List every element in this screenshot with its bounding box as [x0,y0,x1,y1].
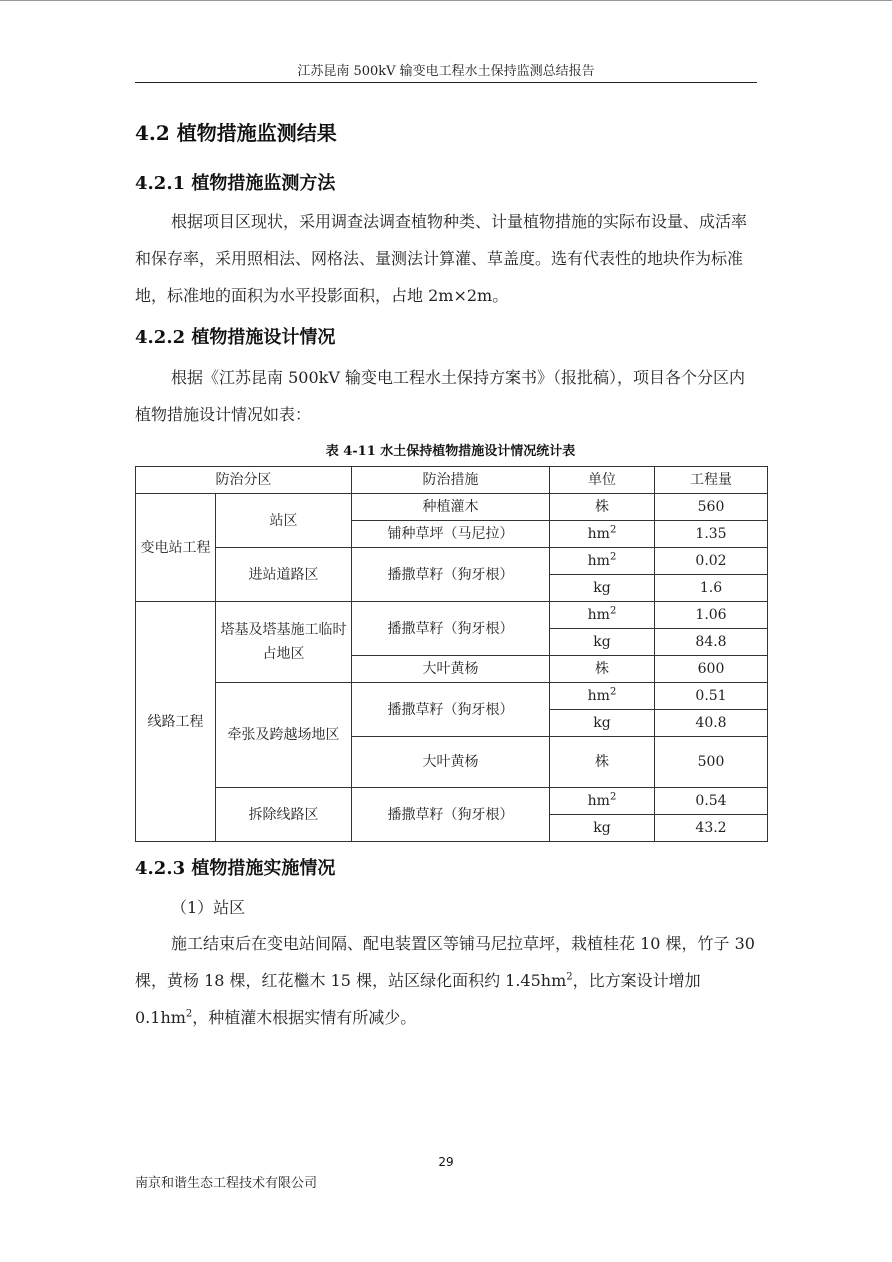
unit-cell: kg [550,575,655,602]
paragraph-design-intro: 根据《江苏昆南 500kV 输变电工程水土保持方案书》（报批稿），项目各个分区内植物措施设计情况如表： [135,368,745,424]
unit-cell: $hm^2$ [550,683,655,710]
header-unit: 单位 [550,467,655,494]
quantity-cell: 600 [655,656,768,683]
header-divider [135,82,757,83]
section-heading-4-2: 4.2 植物措施监测结果 [135,121,337,145]
table-header-row [136,467,768,494]
paragraph-implementation: 施工结束后在变电站间隔、配电装置区等铺马尼拉草坪，栽植桂花 10 棵，竹子 30 棵，黄杨 18 棵，红花檵木 15 棵，站区绿化面积约 $1.45hm^2$，比方案设计增加 $0.1hm^2$，种植灌木根据实情有所减少。 [135,934,755,1027]
subzone-station: 站区 [216,494,352,548]
header-zone: 防治分区 [136,467,352,494]
subzone-tower: 塔基及塔基施工临时占地区 [216,602,352,683]
measure-cell: 播撒草籽（狗牙根） [352,602,550,656]
plant-measures-table [135,466,768,842]
page-top-border [0,0,892,1]
footer-company: 南京和谐生态工程技术有限公司 [135,1176,318,1191]
quantity-cell: 40.8 [655,710,768,737]
measure-cell: 大叶黄杨 [352,737,550,788]
section-heading-4-2-2: 4.2.2 植物措施设计情况 [135,327,336,348]
quantity-cell: 0.54 [655,788,768,815]
subzone-road: 进站道路区 [216,548,352,602]
paragraph-monitoring-method: 根据项目区现状，采用调查法调查植物种类、计量植物措施的实际布设量、成活率和保存率，采用照相法、网格法、量测法计算灌、草盖度。选有代表性的地块作为标准地，标准地的面积为水平投影面积，占地 2m×2m。 [135,212,748,305]
table-row [136,548,768,575]
quantity-cell: 1.6 [655,575,768,602]
quantity-cell: 560 [655,494,768,521]
measure-cell: 大叶黄杨 [352,656,550,683]
quantity-cell: 84.8 [655,629,768,656]
header-quantity: 工程量 [655,467,768,494]
running-header: 江苏昆南 500kV 输变电工程水土保持监测总结报告 [297,64,595,79]
header-measure: 防治措施 [352,467,550,494]
table-row [136,683,768,710]
quantity-cell: 1.35 [655,521,768,548]
subzone-stringing: 牵张及跨越场地区 [216,683,352,788]
unit-cell: 株 [550,737,655,788]
list-item-station: （1）站区 [171,898,246,917]
table-row [136,602,768,629]
unit-cell: $hm^2$ [550,548,655,575]
section-heading-4-2-3: 4.2.3 植物措施实施情况 [135,858,336,879]
measure-cell: 播撒草籽（狗牙根） [352,788,550,842]
unit-cell: kg [550,629,655,656]
quantity-cell: 1.06 [655,602,768,629]
quantity-cell: 500 [655,737,768,788]
unit-cell: $hm^2$ [550,788,655,815]
unit-cell: 株 [550,494,655,521]
quantity-cell: 0.02 [655,548,768,575]
measure-cell: 播撒草籽（狗牙根） [352,548,550,602]
measure-cell: 种植灌木 [352,494,550,521]
unit-cell: $hm^2$ [550,521,655,548]
unit-cell: 株 [550,656,655,683]
group-line: 线路工程 [136,602,216,842]
subzone-removal: 拆除线路区 [216,788,352,842]
measure-cell: 铺种草坪（马尼拉） [352,521,550,548]
table-caption: 表 4-11 水土保持植物措施设计情况统计表 [325,444,576,459]
unit-cell: kg [550,710,655,737]
section-heading-4-2-1: 4.2.1 植物措施监测方法 [135,173,336,194]
page-number: 29 [438,1155,454,1169]
unit-cell: $hm^2$ [550,602,655,629]
table-row [136,494,768,521]
quantity-cell: 43.2 [655,815,768,842]
measure-cell: 播撒草籽（狗牙根） [352,683,550,737]
table-row [136,788,768,815]
quantity-cell: 0.51 [655,683,768,710]
unit-cell: kg [550,815,655,842]
group-substation: 变电站工程 [136,494,216,602]
